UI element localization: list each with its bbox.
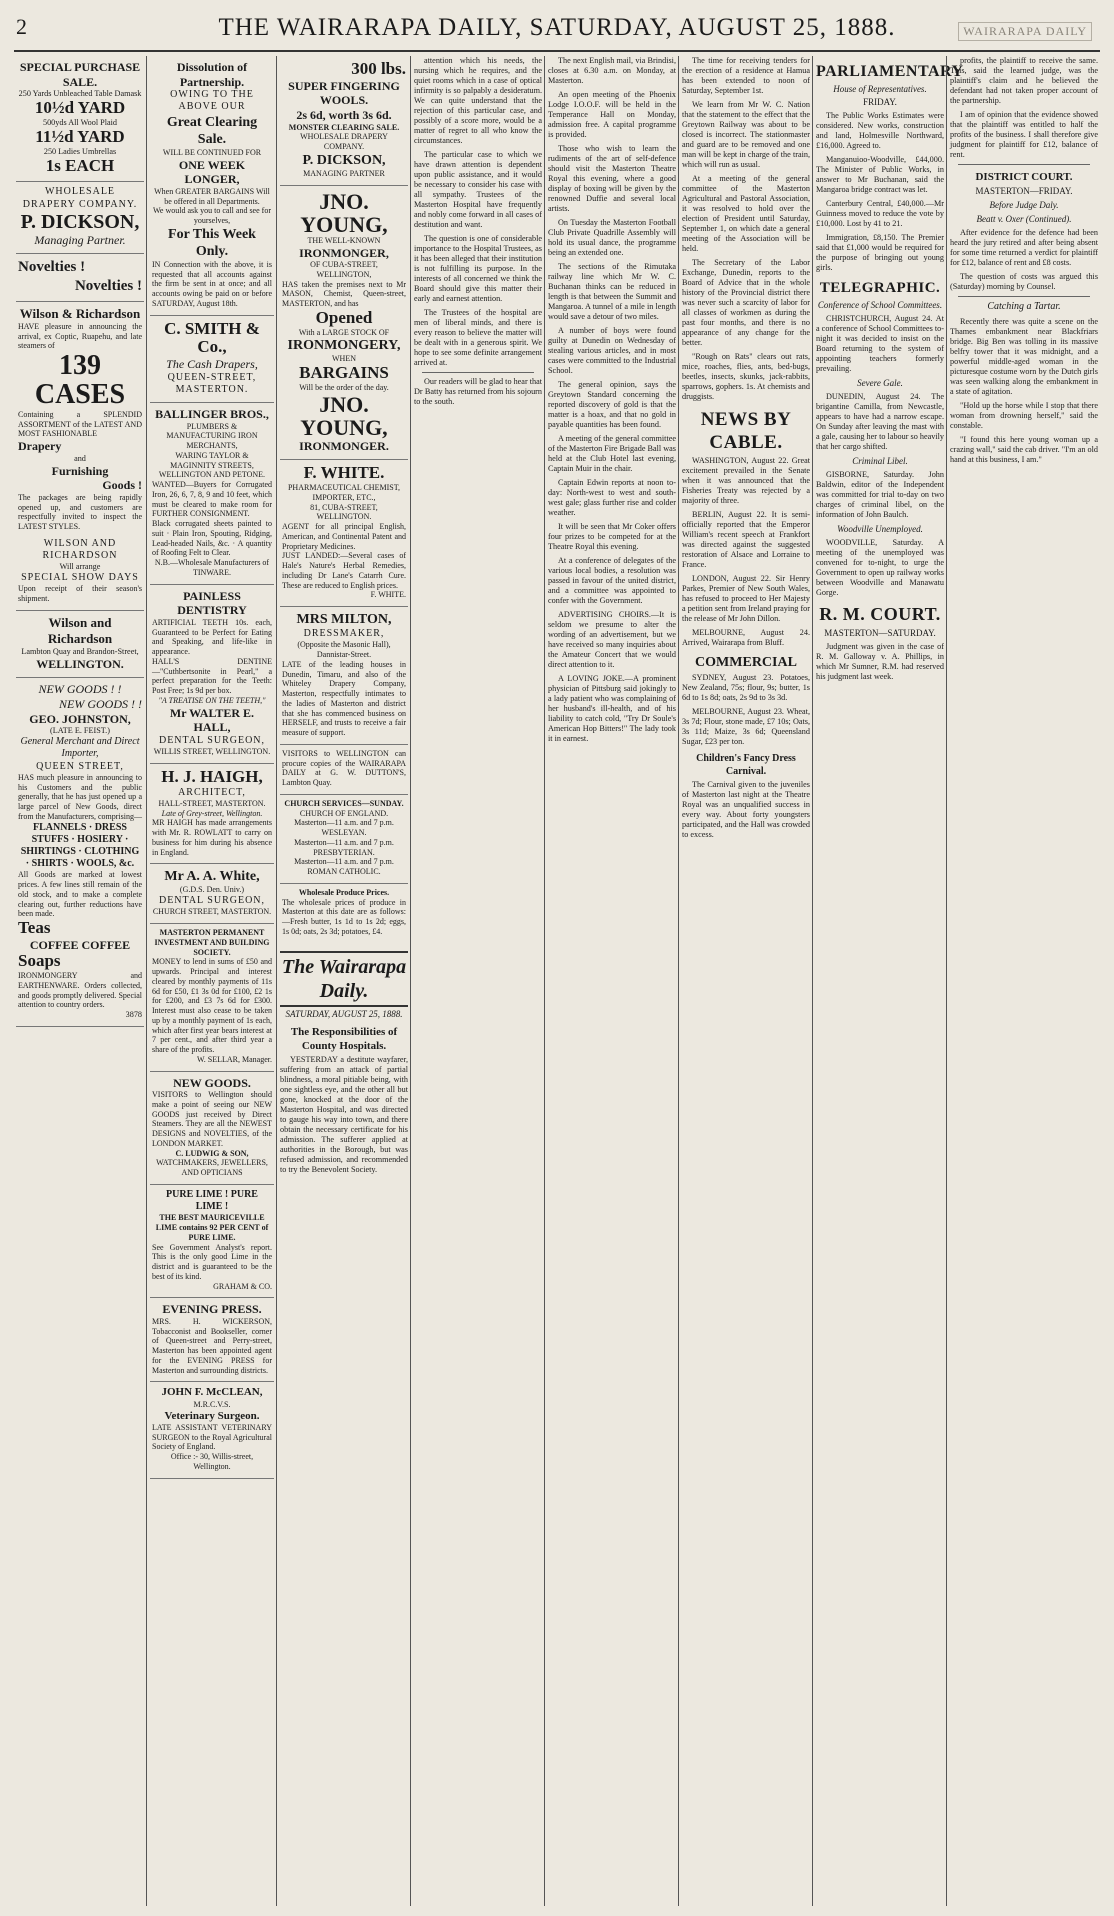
ad-name: MRS MILTON, bbox=[296, 612, 392, 628]
article-text: Recently there was quite a scene on the Thames embankment near Blackfriars bridge. Big Ben was tolling in its massive belfry tower that it was midnight, and a powerful middle-aged woman in the picturesque costume worn by the Dutch girls was seen walking along the embankment in a state of agitation. bbox=[950, 316, 1098, 396]
news-item: Those who wish to learn the rudiments of the art of self-defence should visit the Masterton Theatre Royal this evening, where a good display of boxing will be given by the renowned Duffie and several local artists. bbox=[548, 144, 676, 213]
article-text: The wholesale prices of produce in Masterton at this date are as follows:—Fresh butter, 1s 1d to 1s 2d; eggs, 1s 0d; oats, 2s 3d; potatoes, £4. bbox=[282, 897, 406, 936]
ad-title: EVENING PRESS. bbox=[162, 1302, 262, 1317]
article-text: CHRISTCHURCH, August 24. At a conference of School Committees to-night it was decided to insist on the Board returning to the system of appointing teachers formerly prevailing. bbox=[816, 313, 945, 373]
ad-title: PURE LIME ! PURE LIME ! bbox=[166, 1188, 258, 1213]
section-subtitle: Severe Gale. bbox=[857, 377, 903, 388]
ad-johnston bbox=[16, 678, 144, 1027]
ad-young bbox=[280, 186, 408, 461]
ad-address: Lambton Quay and Brandon-Street, bbox=[21, 646, 139, 656]
ad-code: 3878 bbox=[125, 1010, 142, 1020]
section-subtitle: Beatt v. Oxer (Continued). bbox=[976, 214, 1072, 225]
section-subtitle: MASTERTON—FRIDAY. bbox=[975, 186, 1073, 197]
divider bbox=[958, 296, 1090, 297]
ad-headline: SUPER FINGERING WOOLS. bbox=[288, 78, 400, 108]
masthead-title: THE WAIRARAPA DAILY, SATURDAY, AUGUST 25, 1888. bbox=[218, 14, 896, 41]
ad-title: Dissolution of Partnership. bbox=[176, 60, 248, 89]
news-item: It will be seen that Mr Coker offers four prizes to be competed for at the Theatre Royal this evening. bbox=[548, 522, 676, 551]
article-text: The Carnival given to the juveniles of Masterton last night at the Theatre Royal was an unqualified success in every way. About forty youngsters participated, and the Hall was crowded to excess. bbox=[682, 779, 810, 839]
ad-text: VISITORS to Wellington should make a point of seeing our NEW GOODS just received by Direct Steamers. They are all the NEWEST DESIGNS and NOVELTIES, of the LONDON MARKET. bbox=[152, 1090, 272, 1148]
ad-text: When GREATER BARGAINS Will be offered in all Departments. bbox=[154, 186, 270, 206]
ad-role: DENTAL SURGEON, bbox=[158, 895, 266, 907]
ad-title: NEW GOODS. bbox=[173, 1075, 251, 1090]
section-subtitle: FRIDAY. bbox=[863, 97, 897, 108]
ad-name: Mr A. A. White, bbox=[164, 869, 260, 885]
article-text: "I found this here young woman up a crazing wall," said the cab driver. "I'm an old hand at this business, I am." bbox=[950, 434, 1098, 464]
ad-wilson-richardson bbox=[16, 302, 144, 611]
cable-item: LONDON, August 22. Sir Henry Parkes, Premier of New South Wales, has refused to proceed to Her Majesty a petition sent from Ireland praying for the release of Mr John Dillon. bbox=[682, 574, 810, 624]
ad-address: OF CUBA-STREET, WELLINGTON, bbox=[310, 260, 378, 279]
column-2 bbox=[150, 56, 274, 1906]
section-subtitle: MASTERTON—SATURDAY. bbox=[824, 627, 936, 638]
ad-text: "A TREATISE ON THE TEETH," bbox=[158, 695, 266, 705]
ad-text: THE WELL-KNOWN bbox=[307, 235, 381, 245]
ad-headline: Opened bbox=[315, 307, 373, 327]
ad-role: General Merchant and Direct Importer, bbox=[20, 736, 140, 760]
article-text: The question of costs was argued this (Saturday) morning by Counsel. bbox=[950, 272, 1098, 292]
section-title-rm-court: R. M. COURT. bbox=[819, 603, 941, 624]
section-title-parliamentary: PARLIAMENTARY bbox=[816, 63, 964, 80]
ad-name: GEO. JOHNSTON, bbox=[29, 711, 131, 726]
divider bbox=[422, 372, 534, 373]
cable-item: WASHINGTON, August 22. Great excitement prevailed in the Senate when it was announced that the Fisheries Treaty was rejected by a majority of three. bbox=[682, 456, 810, 506]
editorial-text: YESTERDAY a destitute wayfarer, suffering from an attack of partial blindness, a moral pitiable being, with one sightless eye, and the other all but gone, knocked at the door of the Masterton Hospital, and was directed to gauge his way into town, and there obtain the necessary certificate for his admission. The sufferer applied at authorities in the Borough, but was refused admission, and recommended to try the Benevolent Society. bbox=[280, 1055, 408, 1175]
ad-signature: F. WHITE. bbox=[370, 590, 406, 600]
ad-text: Will arrange bbox=[59, 562, 101, 572]
news-item: A number of boys were found guilty at Dunedin on Wednesday of stealing various articles, and in most cases were committed to the Industrial School. bbox=[548, 326, 676, 375]
ad-milton bbox=[280, 607, 408, 745]
column-4 bbox=[414, 56, 542, 1906]
library-stamp: WAIRARAPA DAILY bbox=[958, 22, 1092, 41]
ad-title: NEW GOODS ! ! bbox=[38, 682, 122, 697]
masthead-rule bbox=[14, 50, 1100, 52]
ad-role: MANAGING PARTNER bbox=[303, 168, 385, 178]
ad-text: COFFEE COFFEE bbox=[29, 937, 131, 952]
ad-title: Novelties ! bbox=[18, 259, 86, 276]
church-line: CHURCH OF ENGLAND. bbox=[299, 808, 389, 818]
ad-headline: BARGAINS bbox=[299, 363, 389, 383]
ad-headline: Great Clearing Sale. bbox=[166, 114, 258, 147]
ad-text: LATE of the leading houses in Dunedin, Timaru, and also of the Whiteley Drapery Company, Masterton, respectfully intimates to the ladies of Masterton and district that she has commenced business on HERSELF, and trusts to receive a fair measure of support. bbox=[282, 659, 406, 738]
ad-name: F. WHITE. bbox=[303, 463, 385, 483]
ad-text: M.R.C.V.S. bbox=[193, 1399, 231, 1409]
ad-text: and bbox=[74, 453, 86, 463]
article-text: The Trustees of the hospital are men of liberal minds, and there is every reason to believe the matter will be dealt with in a generous spirit. We hope to see some definite arrangement arrived at. bbox=[414, 308, 542, 367]
ad-signature: WILSON AND RICHARDSON bbox=[42, 537, 118, 562]
ad-text: 300 lbs. bbox=[351, 59, 406, 78]
ad-fwhite bbox=[280, 460, 408, 607]
ad-text: THE BEST MAURICEVILLE LIME contains 92 PER CENT of PURE LIME. bbox=[155, 1213, 269, 1242]
ad-text: MONEY to lend in sums of £50 and upwards. Principal and interest cleared by monthly payments of 11s 6d for £50, £1 3s 0d for £100, £2 1s for £200, and £3 7s 6d for £300. Interest must also cease to be taken up by a monthly payment of 1s each, which after first year bears interest at 7 per cent., and after third year a share of the profits. bbox=[152, 957, 272, 1055]
article-text: Judgment was given in the case of R. M. Galloway v. A. Phillips, in which Mr Sumner, R.M. had reserved his judgment last week. bbox=[816, 641, 944, 681]
divider bbox=[958, 164, 1090, 165]
ad-wilson-richardson-2 bbox=[16, 611, 144, 678]
ad-text: All Goods are marked at lowest prices. A few lines still remain of the old stock, and to make a complete clearing out, further reductions have been made. bbox=[18, 870, 142, 919]
ad-address: 81, CUBA-STREET, WELLINGTON. bbox=[310, 502, 378, 522]
article-text: After evidence for the defence had been heard the jury retired and after being absent for some time returned a verdict for plaintiff for £12, balance of rent and £8 costs. bbox=[950, 228, 1098, 268]
section-subtitle: Conference of School Committees. bbox=[817, 299, 943, 310]
ad-text: 250 Ladies Umbrellas bbox=[43, 146, 117, 156]
article-text: WOODVILLE, Saturday. A meeting of the unemployed was convened for to-night, to urge the Government to open up railway works between Woodville and Manawatu Gorge. bbox=[816, 537, 944, 597]
ad-role: Veterinary Surgeon. bbox=[164, 1409, 260, 1422]
ad-text: HALL'S DENTINE—"Cuthbertsonite in Pearl," a perfect preparation for the Teeth: Post Free; 1s 9d per box. bbox=[152, 656, 272, 696]
ad-text: HAS much pleasure in announcing to his Customers and the public generally, that he has just opened up a large parcel of New Goods, direct from the Manufacturers, comprising— bbox=[18, 772, 142, 821]
news-item: The general opinion, says the Greytown Standard concerning the reported discovery of gold is that the matter is a hoax, and that no gold in payable quantities has been found. bbox=[548, 380, 676, 429]
ad-price: 2s 6d, worth 3s 6d. bbox=[296, 107, 392, 122]
ad-text: ARTIFICIAL TEETH 10s. each, Guaranteed to be Perfect for Eating and Speaking, and life-like in appearance. bbox=[152, 617, 272, 657]
ad-text: OWING TO THE ABOVE OUR bbox=[170, 89, 254, 113]
news-item: The sections of the Rimutaka railway line which Mr W. C. Buchanan thinks can be reduced in length is that between the Summit and Mangaroa. A tunnel of a mile in length would save a detour of two miles. bbox=[548, 262, 676, 321]
ad-text: Upon receipt of their season's shipment. bbox=[18, 584, 142, 604]
ad-items: FLANNELS · DRESS STUFFS · HOSIERY · SHIRTINGS · CLOTHING · SHIRTS · WOOLS, &c. bbox=[20, 821, 140, 870]
ad-text: Drapery bbox=[18, 439, 62, 454]
ad-text: HAVE pleasure in announcing the arrival, ex Coptic, Ruapehu, and late steamers of bbox=[18, 321, 142, 351]
ad-role: PLUMBERS & MANUFACTURING IRON MERCHANTS, bbox=[166, 421, 258, 451]
ad-address: QUEEN-STREET, MASTERTON. bbox=[167, 371, 257, 395]
section-subtitle: Woodville Unemployed. bbox=[837, 523, 923, 534]
ad-new-goods bbox=[150, 1072, 274, 1185]
column-rule bbox=[410, 56, 411, 1906]
article-text: attention which his needs, the nursing which he requires, and the quiet rooms which in a case of optical infirmity is so palpably a desideratum. We can quite understand that the rejection of this particular case, and possibly of a score more, would be a matter of regret to all who know the circumstances. bbox=[414, 56, 542, 145]
ad-name: JOHN F. McCLEAN, bbox=[161, 1386, 263, 1399]
column-8 bbox=[950, 56, 1098, 1906]
ad-text: HAS taken the premises next to Mr MASON, Chemist, Queen-street, MASTERTON, and has bbox=[282, 279, 406, 309]
produce-prices bbox=[280, 884, 408, 943]
news-item: At a meeting of the general committee of the Masterton Agricultural and Pastoral Association, it was resolved to hold over the election of President until Saturday, September 1, on which date a general meeting of the Association will be held. bbox=[682, 174, 810, 253]
news-item: The time for receiving tenders for the erection of a residence at Hamua has been extended to noon of Saturday, September 1st. bbox=[682, 56, 810, 95]
ad-role: IRONMONGER, bbox=[299, 245, 389, 260]
section-title-tartar: Catching a Tartar. bbox=[987, 301, 1061, 313]
news-item: "Rough on Rats" clears out rats, mice, roaches, flies, ants, bed-bugs, beetles, insects, skunks, jack-rabbits, sparrows, gophers. 1s. At chemists and druggists. bbox=[682, 352, 810, 401]
article-text: Immigration, £8,150. The Premier said that £1,000 would be required for the purpose of bringing out young girls. bbox=[816, 233, 944, 273]
ad-visitors bbox=[280, 745, 408, 795]
ad-haigh bbox=[150, 764, 274, 864]
ad-text: WHOLESALE DRAPERY COMPANY. bbox=[300, 132, 388, 152]
editorial-date: SATURDAY, AUGUST 25, 1888. bbox=[285, 1009, 403, 1020]
section-title: Wholesale Produce Prices. bbox=[298, 887, 390, 897]
ad-text: WHOLESALE DRAPERY COMPANY. bbox=[22, 186, 138, 210]
section-subtitle: Before Judge Daly. bbox=[989, 200, 1059, 211]
ad-address: WILLIS STREET, WELLINGTON. bbox=[153, 747, 271, 757]
church-line: Masterton—11 a.m. and 7 p.m. bbox=[294, 857, 394, 867]
column-7 bbox=[816, 56, 964, 1906]
ad-title: MASTERTON PERMANENT INVESTMENT AND BUILDING SOCIETY. bbox=[154, 928, 270, 957]
ad-text: VISITORS to WELLINGTON can procure copies of the WAIRARAPA DAILY at G. W. DUTTON'S, Lambton Quay. bbox=[282, 748, 406, 788]
ad-name: Wilson & Richardson bbox=[19, 305, 141, 321]
ad-smith bbox=[150, 316, 274, 403]
ad-text: AGENT for all principal English, American, and Continental Patent and Proprietary Medicines. bbox=[282, 522, 406, 551]
ad-text: With a LARGE STOCK OF bbox=[298, 327, 390, 337]
ad-headline: For This Week Only. bbox=[168, 226, 256, 259]
ad-text: SPECIAL SHOW DAYS bbox=[21, 572, 139, 584]
column-rule bbox=[946, 56, 947, 1906]
article-text: DUNEDIN, August 24. The brigantine Camilla, from Newcastle, appears to have had a narrow escape. On Sunday after leaving the mast with a gale, causing her to labour so heavily that her cargo shifted. bbox=[816, 391, 944, 451]
commercial-item: MELBOURNE, August 23. Wheat, 3s 7d; Flour, stone made, £7 10s; Oats, 3s 11d; Maize, 3s 6d; Queensland Sugar, £23 per ton. bbox=[682, 707, 810, 747]
article-text: Our readers will be glad to hear that Dr Batty has returned from his sojourn to the south. bbox=[414, 377, 542, 406]
column-rule bbox=[276, 56, 277, 1906]
article-text: profits, the plaintiff to receive the same. This, said the learned judge, was the plaintiff's claim and he believed the defendant had not taken proper account of the partnership. bbox=[950, 56, 1098, 105]
ad-address: HALL-STREET, MASTERTON. bbox=[158, 798, 266, 808]
ad-lime bbox=[150, 1185, 274, 1298]
article-text: Canterbury Central, £40,000.—Mr Guinness moved to reduce the vote by £10,000. Lost by 41 to 21. bbox=[816, 199, 944, 229]
ad-title: Novelties ! bbox=[74, 277, 142, 294]
ad-white-dentist bbox=[150, 864, 274, 924]
article-text: GISBORNE, Saturday. John Baldwin, editor of the Independent was committed for trial to-day on two charges of criminal libel, on the information of John Baulch. bbox=[816, 469, 944, 519]
ad-name: C. SMITH & Co., bbox=[164, 318, 260, 357]
column-rule bbox=[678, 56, 679, 1906]
ad-text: Teas bbox=[18, 918, 51, 938]
ad-town: WELLINGTON. bbox=[36, 656, 124, 671]
ad-price: 10½d YARD bbox=[34, 98, 126, 118]
news-item: The Secretary of the Labor Exchange, Dunedin, reports to the Board of Advice that in the whole history of the Provincial district there was never such a scarcity of labor for all classes of workmen as during the past four months, and there is no appearance of any change for the better. bbox=[682, 258, 810, 347]
cable-item: MELBOURNE, August 24. Arrived, Wairarapa from Bluff. bbox=[682, 628, 810, 648]
ad-address: WARING TAYLOR & MAGINNITY STREETS, WELLINGTON AND PETONE. bbox=[158, 450, 266, 480]
news-item: ADVERTISING CHOIRS.—It is seldom we presume to alter the wording of an advertisement, but we have received so many inquiries about the Amateur Concert that we would direct attention to it. bbox=[548, 610, 676, 669]
article-text: "Hold up the horse while I stop that there woman from drowning herself," said the constable. bbox=[950, 400, 1098, 430]
ad-text: See Government Analyst's report. This is the only good Lime in the district and is guaranteed to be the best of its kind. bbox=[152, 1242, 272, 1281]
column-rule bbox=[146, 56, 147, 1906]
ad-text: Furnishing bbox=[51, 463, 109, 478]
column-1 bbox=[16, 56, 144, 1906]
article-text: The particular case to which we have drawn attention is dependent upon public assistance, and it would be necessary to consider his case with all sympathy. Trustees of the Masterton Hospital have frequently and nobly come forward in all cases of destitution and want. bbox=[414, 150, 542, 229]
ad-name: JNO. YOUNG, bbox=[300, 188, 388, 237]
ad-text: MRS. H. WICKERSON, Tobacconist and Bookseller, corner of Queen-street and Perry-street, Masterton has been appointed agent for the EVENING PRESS for Masterton and surrounding districts. bbox=[152, 1316, 272, 1375]
ad-text: LATE ASSISTANT VETERINARY SURGEON to the Royal Agricultural Society of England. bbox=[152, 1422, 272, 1452]
ad-price: 1s EACH bbox=[45, 155, 115, 175]
column-rule bbox=[544, 56, 545, 1906]
ad-headline: 139 CASES bbox=[34, 350, 126, 411]
ad-text: IN Connection with the above, it is requested that all accounts against the firm be sent in at once; and all accounts owing be paid on or before SATURDAY, August 18th. bbox=[152, 259, 272, 308]
ad-address: Office :- 30, Willis-street, Wellington. bbox=[170, 1452, 254, 1471]
ad-headline: ONE WEEK LONGER, bbox=[178, 157, 246, 187]
section-title-commercial: COMMERCIAL bbox=[695, 655, 797, 671]
ad-signature: GRAHAM & CO. bbox=[213, 1281, 272, 1291]
ad-name: P. DICKSON, bbox=[20, 210, 140, 233]
ad-signature: W. SELLAR, Manager. bbox=[196, 1054, 272, 1064]
ad-novelties bbox=[16, 254, 144, 302]
ad-text: WHEN bbox=[332, 354, 356, 364]
ad-address: (Opposite the Masonic Hall), Dannistar-Street. bbox=[297, 640, 391, 660]
ad-building-society bbox=[150, 924, 274, 1072]
church-line: ROMAN CATHOLIC. bbox=[307, 867, 381, 877]
ad-text: Containing a SPLENDID ASSORTMENT of the LATEST AND MOST FASHIONABLE bbox=[18, 409, 142, 439]
ad-text: MR HAIGH has made arrangements with Mr. R. ROWLATT to carry on business for him during his absence in England. bbox=[152, 818, 272, 857]
ad-address: CHURCH STREET, MASTERTON. bbox=[152, 907, 272, 917]
section-title-cable: NEWS BY CABLE. bbox=[700, 409, 792, 454]
ad-role: DRESSMAKER, bbox=[303, 628, 385, 640]
ad-role: Managing Partner. bbox=[34, 232, 126, 247]
editorial-headline: The Responsibilities of County Hospitals. bbox=[290, 1026, 398, 1052]
column-5 bbox=[548, 56, 676, 1906]
ad-name: P. DICKSON, bbox=[302, 152, 386, 168]
ad-name: JNO. YOUNG, bbox=[300, 391, 388, 440]
ad-text: Will be the order of the day. bbox=[299, 382, 389, 392]
ad-title: NEW GOODS ! ! bbox=[59, 696, 142, 711]
ad-name: Wilson and Richardson bbox=[47, 614, 113, 646]
ad-headline: IRONMONGERY, bbox=[287, 338, 401, 354]
article-text: The question is one of considerable importance to the Hospital Trustees, as it has been alleged that their institution is not fulfilling its purpose. In the interests of all concerned we think the Board should give this matter their early and earnest attention. bbox=[414, 234, 542, 303]
ad-text: MONSTER CLEARING SALE. bbox=[288, 122, 400, 132]
section-title: CHURCH SERVICES—SUNDAY. bbox=[284, 798, 404, 808]
ad-text: 500yds All Wool Plaid bbox=[42, 117, 118, 127]
ad-title: SPECIAL PURCHASE SALE. bbox=[19, 60, 141, 89]
ad-address: QUEEN STREET, bbox=[36, 760, 124, 772]
ad-dickson bbox=[16, 182, 144, 254]
column-6 bbox=[682, 56, 810, 1906]
section-title-carnival: Children's Fancy Dress Carnival. bbox=[696, 753, 796, 777]
article-text: I am of opinion that the evidence showed that the plaintiff was entitled to half the profits of the business. I shall therefore give judgment for plaintiff for £12, balance of rent. bbox=[950, 110, 1098, 159]
ad-text: (LATE E. FEIST.) bbox=[50, 726, 110, 736]
ad-dissolution bbox=[150, 56, 274, 316]
ad-text: WILL BE CONTINUED FOR bbox=[162, 147, 262, 157]
column-rule bbox=[812, 56, 813, 1906]
ad-role: PHARMACEUTICAL CHEMIST, IMPORTER, ETC., bbox=[287, 483, 400, 502]
ad-name: H. J. HAIGH, bbox=[161, 766, 263, 786]
cable-item: BERLIN, August 22. It is semi-officially reported that the Emperor William's recent speech at Frankfort was directed against the suggested restoration of Alsace and Lorraine to France. bbox=[682, 510, 810, 570]
ad-text: 250 Yards Unbleached Table Damask bbox=[18, 89, 142, 99]
section-subtitle: Criminal Libel. bbox=[852, 455, 908, 466]
ad-role: IRONMONGER. bbox=[299, 438, 389, 453]
news-item: We learn from Mr W. C. Nation that the statement to the effect that the Greytown Railway was about to be closed is incorrect. The stationmaster and guard are to be removed and one man will be kept in charge of the train, which will run as usual. bbox=[682, 100, 810, 169]
ad-text: WANTED—Buyers for Corrugated Iron, 26, 6, 7, 8, 9 and 10 feet, which must be cleared to make room for FURTHER CONSIGNMENT. bbox=[152, 480, 272, 519]
news-item: Captain Edwin reports at noon to-day: North-west to west and south-west gale; glass further rise and colder weather. bbox=[548, 478, 676, 517]
ad-evening-press bbox=[150, 1298, 274, 1382]
ad-ballinger bbox=[150, 403, 274, 585]
commercial-item: SYDNEY, August 23. Potatoes, New Zealand, 75s; flour, 9s; butter, 1s 6d to 1s 8d; oats, 2s 9d to 3s 3d. bbox=[682, 673, 810, 703]
section-title-district-court: DISTRICT COURT. bbox=[975, 171, 1073, 183]
ad-text: JUST LANDED:—Several cases of Hale's Nature's Herbal Remedies, including Dr Lane's Catarrh Cure. These are reduced to English prices. bbox=[282, 551, 406, 590]
ad-title: PAINLESS DENTISTRY bbox=[177, 588, 247, 618]
ad-text: Black corrugated sheets painted to suit · Plain Iron, Spouting, Ridging, Lead-headed Nails, &c. · A quantity of Roofing Felt to Clear. bbox=[152, 519, 272, 558]
ad-name: BALLINGER BROS., bbox=[155, 407, 269, 422]
ad-role: DENTAL SURGEON, bbox=[158, 734, 266, 746]
news-item: On Tuesday the Masterton Football Club Private Quadrille Assembly will hold its usual dance, the programme being an extended one. bbox=[548, 218, 676, 257]
ad-role: WATCHMAKERS, JEWELLERS, AND OPTICIANS bbox=[156, 1158, 268, 1178]
church-line: WESLEYAN. bbox=[321, 828, 367, 838]
news-item: A LOVING JOKE.—A prominent physician of Pittsburg said jokingly to a lady patient who was complaining of her husband's ill-health, and of his liability to catch cold, "Try Dr Soule's American Hop Bitters!" The lady took it in earnest. bbox=[548, 674, 676, 743]
ad-text: We would ask you to call and see for yourselves, bbox=[153, 206, 271, 226]
news-item: The next English mail, via Brindisi, closes at 6.30 a.m. on Monday, at Masterton. bbox=[548, 56, 676, 85]
section-title-telegraphic: TELEGRAPHIC. bbox=[819, 280, 941, 297]
news-item: A meeting of the general committee of the Masterton Fire Brigade Ball was held at the Club Hotel last evening, Captain Muir in the chair. bbox=[548, 434, 676, 473]
ad-mcclean bbox=[150, 1382, 274, 1478]
ad-name: C. LUDWIG & SON, bbox=[175, 1148, 249, 1158]
ad-text: (G.D.S. Den. Univ.) bbox=[179, 885, 245, 895]
ad-text: IRONMONGERY and EARTHENWARE. Orders collected, and goods promptly delivered. Special attention to country orders. bbox=[18, 971, 142, 1010]
ad-role: The Cash Drapers, bbox=[166, 357, 258, 372]
ad-role: ARCHITECT, bbox=[178, 786, 246, 798]
ad-text: The packages are being rapidly opened up, and customers are respectfully invited to inspect the LATEST STYLES. bbox=[18, 492, 142, 532]
ad-name: Mr WALTER E. HALL, bbox=[169, 705, 255, 735]
ad-wools bbox=[280, 56, 408, 186]
column-3 bbox=[280, 56, 408, 1906]
news-item: At a conference of delegates of the various local bodies, a resolution was passed in favour of the united district, and a committee was appointed to confer with the Government. bbox=[548, 556, 676, 605]
masthead bbox=[0, 14, 1114, 48]
news-item: An open meeting of the Phoenix Lodge I.O.O.F. will be held in the Temperance Hall on Monday, admission free. A capital programme is provided. bbox=[548, 90, 676, 139]
ad-dentistry bbox=[150, 585, 274, 764]
church-line: Masterton—11 a.m. and 7 p.m. bbox=[294, 837, 394, 847]
page-number: 2 bbox=[16, 14, 28, 39]
church-line: PRESBYTERIAN. bbox=[313, 847, 375, 857]
section-subtitle: House of Representatives. bbox=[833, 83, 927, 94]
ad-price: 11½d YARD bbox=[35, 126, 125, 146]
ad-text: Goods ! bbox=[102, 478, 142, 493]
ad-text: Late of Grey-street, Wellington. bbox=[161, 808, 263, 818]
ad-text: N.B.—Wholesale Manufacturers of TINWARE. bbox=[154, 558, 270, 577]
church-services bbox=[280, 795, 408, 884]
church-line: Masterton—11 a.m. and 7 p.m. bbox=[294, 818, 394, 828]
ad-special-purchase bbox=[16, 56, 144, 182]
article-text: The Public Works Estimates were considered. New works, construction and land, Holmesville Northward, £16,000. Agreed to. bbox=[816, 111, 944, 151]
editorial-masthead: The Wairarapa Daily. bbox=[280, 951, 408, 1008]
article-text: Manganuioo-Woodville, £44,000. The Minister of Public Works, in answer to Mr Buchanan, said the Mangaroa bridge contract was let. bbox=[816, 155, 944, 195]
ad-text: Soaps bbox=[18, 951, 61, 971]
